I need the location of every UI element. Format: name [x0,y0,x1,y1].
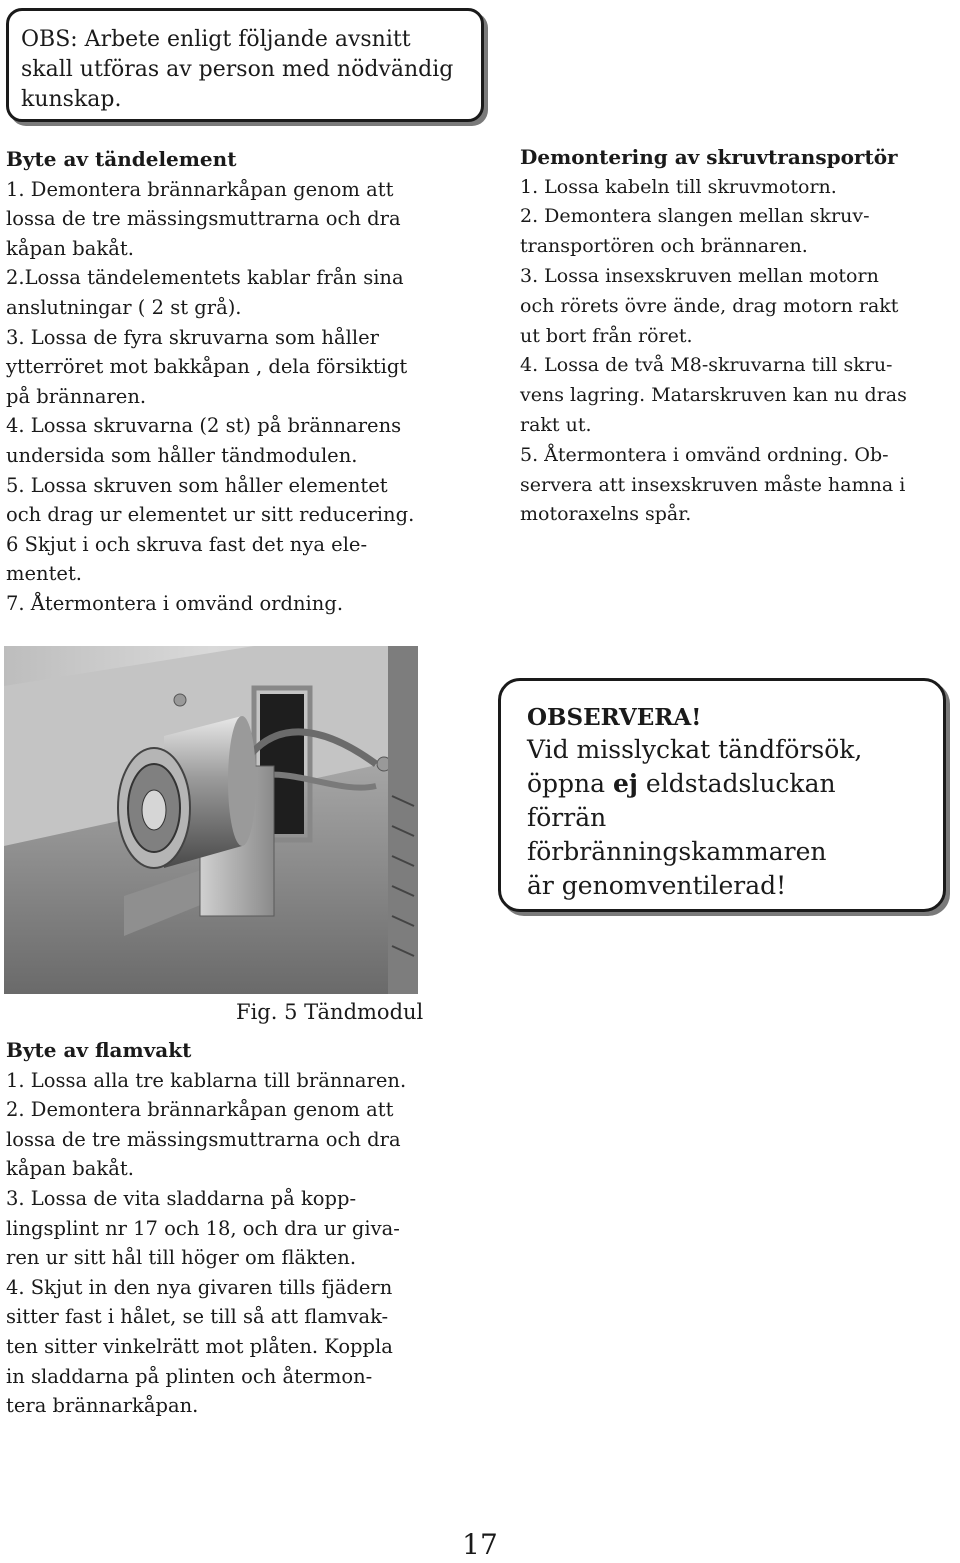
notice-emphasis: ej [613,769,638,798]
step-item: 4. Lossa de två M8-skruvarna till skru- vens lagring. Matarskruven kan nu dras rakt ut. [520,354,907,436]
section-flame-sensor [6,1036,476,1421]
step-item: 1. Lossa alla tre kablarna till brännaren. [6,1068,407,1092]
step-item: 6 Skjut i och skruva fast det nya ele- mentet. [6,532,368,586]
notice-line: förbränningskammaren [527,837,827,866]
step-item: 3. Lossa insexskruven mellan motorn och rörets övre ände, drag motorn rakt ut bort från röret. [520,264,899,347]
step-item: 1. Demontera brännarkåpan genom att lossa de tre mässingsmuttrarna och dra kåpan bakåt. [6,177,401,260]
step-item: 4. Lossa skruvarna (2 st) på brännarens undersida som håller tändmodulen. [6,414,402,467]
notice-text: eldstadsluckan förrän [527,769,836,832]
step-item: 4. Skjut in den nya givaren tills fjädern sitter fast i hålet, se till så att flamvak- ten sitter vinkelrätt mot plåten. Koppla in sladdarna på plinten och återmon- tera brännarkåpan. [6,1275,393,1418]
notice-line: kunskap. [21,87,122,112]
section-ignition-element [6,145,476,619]
ignition-module-photo [4,646,418,994]
step-item: 7. Återmontera i omvänd ordning. [6,591,344,615]
step-item: 5. Återmontera i omvänd ordning. Ob- servera att insexskruven måste hamna i motoraxelns spår. [520,443,906,526]
step-item: 5. Lossa skruven som håller elementet och drag ur elementet ur sitt reducering. [6,473,415,527]
section-title: Demontering av skruvtransportör [520,145,898,169]
step-item: 2.Lossa tändelementets kablar från sina anslutningar ( 2 st grå). [6,266,404,319]
notice-line: OBS: Arbete enligt följande avsnitt [21,27,411,52]
step-item: 2. Demontera slangen mellan skruv- transportören och brännaren. [520,205,870,258]
section-screw-conveyor [520,143,960,530]
page-number: 17 [462,1528,498,1561]
notice-line: Vid misslyckat tändförsök, [527,735,863,764]
notice-line: är genomventilerad! [527,871,787,900]
notice-heading: OBSERVERA! [527,704,702,731]
section-title: Byte av tändelement [6,147,237,171]
step-item: 3. Lossa de vita sladdarna på kopp- lingsplint nr 17 och 18, och dra ur giva- ren ur sitt hål till höger om fläkten. [6,1186,400,1270]
figure-caption: Fig. 5 Tändmodul [236,1000,424,1024]
notice-box-observe [498,678,946,912]
section-title: Byte av flamvakt [6,1038,192,1062]
notice-line [527,767,917,835]
step-item: 3. Lossa de fyra skruvarna som håller ytterröret mot bakkåpan , dela försiktigt på brännaren. [6,325,408,408]
step-item: 2. Demontera brännarkåpan genom att lossa de tre mässingsmuttrarna och dra kåpan bakåt. [6,1098,401,1181]
notice-line: skall utföras av person med nödvändig [21,57,454,82]
notice-box-qualified-person [6,8,484,122]
notice-text: öppna [527,769,614,798]
step-item: 1. Lossa kabeln till skruvmotorn. [520,175,837,198]
